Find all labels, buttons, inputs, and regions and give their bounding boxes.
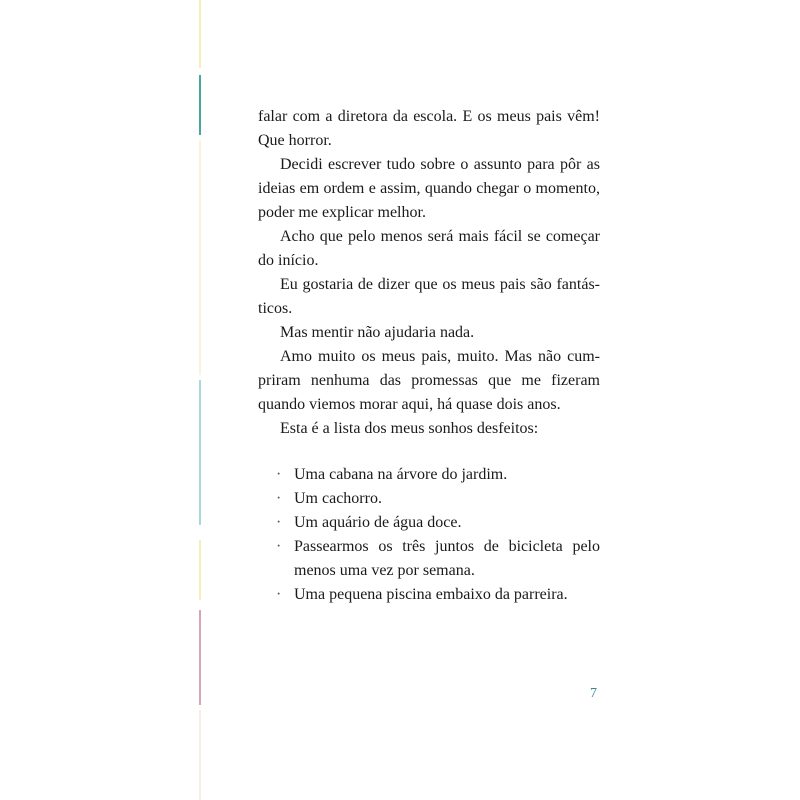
list-item: [258, 583, 600, 607]
body-text: [258, 105, 600, 607]
spine-segment-light-teal: [199, 380, 201, 525]
paragraph: Esta é a lista dos meus sonhos desfeitos:: [280, 420, 539, 437]
paragraph: falar com a diretora da escola. E os meus pais vêm! Que horror.: [258, 108, 600, 149]
spine-segment-yellow-2: [199, 540, 201, 600]
book-spine-edge: [199, 0, 201, 800]
bullet: ·: [276, 466, 282, 483]
list-item: [258, 463, 600, 487]
spine-segment-pink: [199, 610, 201, 705]
list-item: [258, 511, 600, 535]
list-item-text: Um aquário de água doce.: [294, 514, 462, 531]
paragraph: Eu gostaria de dizer que os meus pais são fantásticos.: [258, 276, 600, 317]
spine-segment-yellow: [199, 0, 201, 68]
list-item-text: Passearmos os três juntos de bicicleta pelo menos uma vez por semana.: [294, 538, 600, 579]
list-item-text: Um cachorro.: [294, 490, 382, 507]
bullet: ·: [276, 586, 282, 603]
list-item-text: Uma cabana na árvore do jardim.: [294, 466, 508, 483]
list-item: [258, 487, 600, 511]
paragraph: Mas mentir não ajudaria nada.: [280, 324, 475, 341]
page-number: 7: [590, 686, 597, 701]
spine-segment-teal: [199, 75, 201, 135]
list-item: [258, 535, 600, 583]
paragraph: Acho que pelo menos será mais fácil se começar do início.: [258, 228, 600, 269]
bullet: ·: [276, 538, 282, 555]
paragraph: Amo muito os meus pais, muito. Mas não cumpriram nenhuma das promessas que me fizeram quando viemos morar aqui, há quase dois anos.: [258, 348, 600, 413]
paragraph: Decidi escrever tudo sobre o assunto para pôr as ideias em ordem e assim, quando chegar o momento, poder me explicar melhor.: [258, 156, 600, 221]
spine-segment-light: [199, 140, 201, 375]
dreams-list: [258, 463, 600, 607]
list-item-text: Uma pequena piscina embaixo da parreira.: [294, 586, 568, 603]
bullet: ·: [276, 490, 282, 507]
spine-segment-pale: [199, 710, 201, 800]
bullet: ·: [276, 514, 282, 531]
